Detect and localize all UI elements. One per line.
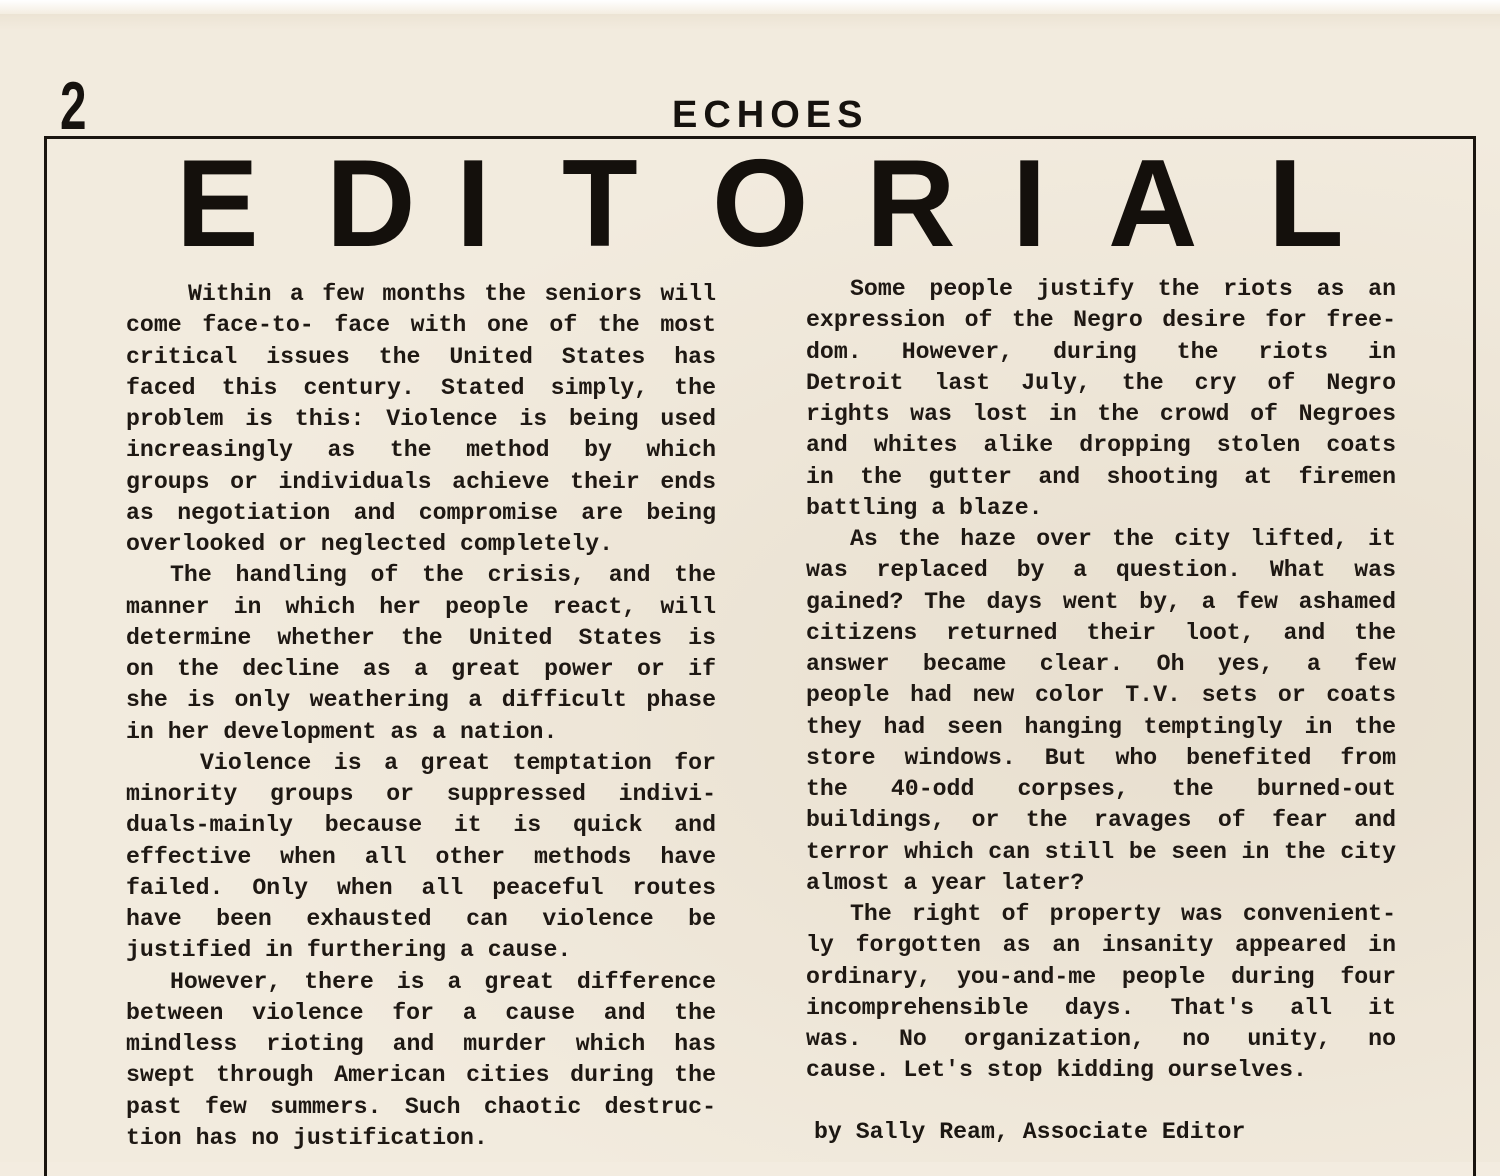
text-line: justified in furthering a cause. [126,937,572,964]
heading-letter: D [326,135,416,273]
text-line: gained? The days went by, a few ashamed [806,588,1396,615]
text-line: people had new color T.V. sets or coats [806,682,1396,709]
text-line: as negotiation and compromise are being [126,499,716,526]
text-line: past few summers. Such chaotic destruc- [126,1093,716,1120]
text-line: incomprehensible days. That's all it [806,994,1396,1021]
text-line: dom. However, during the riots in [806,338,1396,365]
text-line: between violence for a cause and the [126,999,716,1026]
text-line: swept through American cities during the [126,1062,716,1089]
text-line: expression of the Negro desire for free- [806,307,1396,334]
text-line: ly forgotten as an insanity appeared in [806,932,1396,959]
text-line: store windows. But who benefited from [806,744,1396,771]
text-line: citizens returned their loot, and the [806,619,1396,646]
text-line: Violence is a great temptation for [200,749,716,776]
text-line: buildings, or the ravages of fear and [806,807,1396,834]
text-line: failed. Only when all peaceful routes [126,874,716,901]
text-line: battling a blaze. [806,494,1043,521]
text-line: tion has no justification. [126,1124,488,1151]
heading-letter: T [562,135,638,273]
text-line: overlooked or neglected completely. [126,531,614,557]
text-line: determine whether the United States is [126,624,716,651]
text-line: effective when all other methods have [126,843,716,870]
text-line: cause. Let's stop kidding ourselves. [806,1057,1307,1084]
text-line: was. No organization, no unity, no [806,1026,1396,1052]
text-line: The right of property was convenient- [850,901,1396,927]
text-line: manner in which her people react, will [126,593,716,620]
text-line: almost a year later? [806,869,1085,896]
heading-letter: I [1012,135,1047,273]
page-number: 2 [60,68,87,144]
heading-letter: L [1268,135,1344,273]
text-line: the 40-odd corpses, the burned-out [806,776,1396,802]
text-line: in her development as a nation. [126,718,558,745]
text-line: on the decline as a great power or if [126,656,716,682]
text-line: she is only weathering a difficult phase [126,687,716,714]
text-line: and whites alike dropping stolen coats [806,432,1396,459]
text-line: Detroit last July, the cry of Negro [806,369,1396,396]
text-line: answer became clear. Oh yes, a few [806,651,1396,677]
editorial-heading [0,135,1500,273]
text-line: ordinary, you-and-me people during four [806,963,1396,990]
text-line: increasingly as the method by which [126,437,716,464]
heading-letter: I [456,135,491,273]
text-line: As the haze over the city lifted, it [850,526,1396,552]
text-line: duals-mainly because it is quick and [126,812,716,839]
byline: by Sally Ream, Associate Editor [814,1119,1246,1145]
text-line: The handling of the crisis, and the [170,562,716,589]
heading-letter: A [1108,135,1198,273]
text-line: was replaced by a question. What was [806,557,1396,584]
text-line: faced this century. Stated simply, the [126,374,716,401]
text-line: Within a few months the seniors will [188,281,716,307]
text-line: rights was lost in the crowd of Negroes [806,401,1396,427]
text-line: critical issues the United States has [126,343,716,370]
text-line: mindless rioting and murder which has [126,1031,716,1057]
text-line: terror which can still be seen in the city [806,838,1396,865]
text-line: in the gutter and shooting at firemen [806,463,1396,490]
text-line: minority groups or suppressed indivi- [126,781,716,807]
masthead-title: ECHOES [672,94,869,136]
heading-letter: R [866,135,956,273]
text-line: Some people justify the riots as an [850,276,1396,302]
left-column [126,279,716,1154]
text-line: have been exhausted can violence be [126,906,716,932]
text-line: they had seen hanging temptingly in the [806,713,1396,740]
text-line: groups or individuals achieve their ends [126,468,716,495]
heading-letter: E [176,135,259,273]
right-column [806,274,1396,1087]
text-line: However, there is a great difference [170,968,716,995]
text-line: problem is this: Violence is being used [126,406,716,432]
torn-top-edge [0,0,1500,14]
text-line: come face-to- face with one of the most [126,312,716,339]
heading-letter: O [712,135,809,273]
